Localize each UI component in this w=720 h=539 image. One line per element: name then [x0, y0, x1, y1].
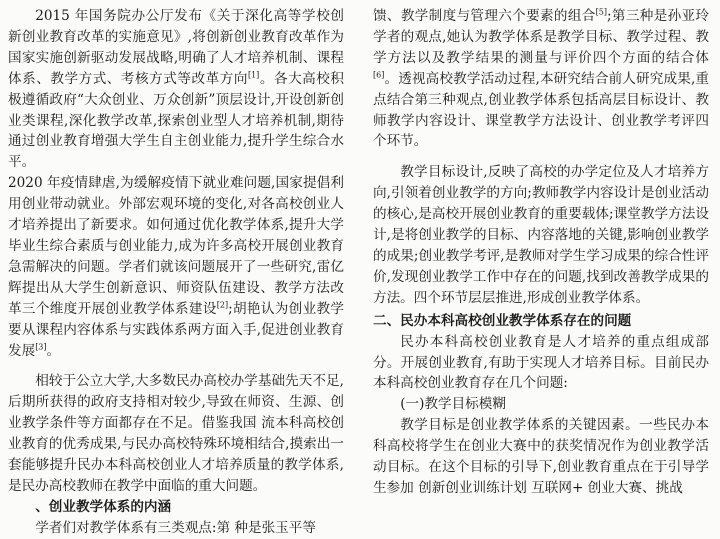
- paragraph-teaching-system-views: 学者们对教学体系有三类观点:第 种是张玉平等: [35, 519, 316, 536]
- citation-2: [2]: [216, 300, 229, 310]
- paragraph-pandemic-2020: 2020 年疫情肆虐,为缓解疫情下就业难问题,国家提倡利用创业带动就业。外部宏观环境的变化,对各高校创业人才培养提出了新要求。如何通过优化教学体系,提升大学毕业生综合素质与创业能力,成为许多高校开展创业教育急需解决的问题。学者们就该问题展开了一些研究,雷亿辉提出从大学生创新意识、师资队伍建设、教学方法改革三个维度开展创业教学体系建设[2];胡艳认为创业教学要从课程内容体系与实践体系两方面入手,促进创业教育发展[3]。: [8, 175, 344, 359]
- paragraph-policy-2015: 2015 年国务院办公厅发布《关于深化高等学校创新创业教育改革的实施意见》,将创新创业教育改革作为国家实施创新驱动发展战略,明确了人才培养机制、课程体系、教学方式、考核方式等改革方向[1]。各大高校积极遵循政府“大众创业、万众创新”顶层设计,开设创新创业类课程,深化教学改革,探索创业型人才培养机制,期待通过创业教育增强大学生自主创业能力,提升学生综合水平。: [8, 8, 345, 171]
- section-heading-2: 二、民办本科高校创业教学体系存在的问题: [373, 312, 632, 329]
- paragraph-teaching-goals: 教学目标是创业教学体系的关键因素。一些民办本科高校将学生在创业大赛中的获奖情况作为创业教学活动目标。在这个目标的引导下,创业教育重点在于引导学生参加 创新创业训练计划 互联网+ 创业大赛、挑战: [373, 417, 709, 496]
- paragraph-teaching-system-elements: 馈、教学制度与管理六个要素的组合[5];第三种是孙亚玲学者的观点,她认为教学体系是教学目标、教学过程、教学方法以及教学结果的测量与评价四个方面的结合体[6]。透视高校教学活动过程,本研究结合前人研究成果,重点结合第三种观点,创业教学体系包括高层目标设计、教师教学内容设计、课堂教学方法设计、创业教学考评四个环节。: [373, 7, 709, 150]
- citation-1: [1]: [247, 70, 260, 80]
- subsection-heading-1: (一)教学目标模糊: [400, 396, 506, 413]
- paragraph-four-links: 教学目标设计,反映了高校的办学定位及人才培养方向,引领着创业教学的方向;教师教学内容设计是创业活动的核心,是高校开展创业教育的重要载体;课堂教学方法设计,是将创业教学的目标、内容落地的关键,影响创业教学的成果;创业教学考评,是教师对学生学习成果的综合性评价,发现创业教学工作中存在的问题,找到改善教学成果的方法。四个环节层层推进,形成创业教学体系。: [373, 164, 709, 306]
- citation-6: [6]: [373, 70, 385, 80]
- left-column: [8, 6, 344, 539]
- citation-3: [3]: [35, 341, 47, 351]
- paragraph-private-universities: 相较于公立大学,大多数民办高校办学基础先天不足,后期所获得的政府支持相对较少,导致在师资、生源、创业教学条件等方面都存在不足。借鉴我国 流本科高校创业教育的优秀成果,与民办高校特殊环境相结合,摸索出一套能够提升民办本科高校创业人才培养质量的教学体系,是民办高校教师在教学中面临的重大问题。: [8, 373, 344, 494]
- paragraph-entrepreneurship-importance: 民办本科高校创业教育是人才培养的重点组成部分。开展创业教育,有助于实现人才培养目标。目前民办本科高校创业教育存在几个问题:: [373, 333, 709, 392]
- section-heading-1: 、创业教学体系的内涵: [35, 498, 172, 515]
- citation-5: [5]: [595, 7, 607, 17]
- right-column: [373, 6, 709, 499]
